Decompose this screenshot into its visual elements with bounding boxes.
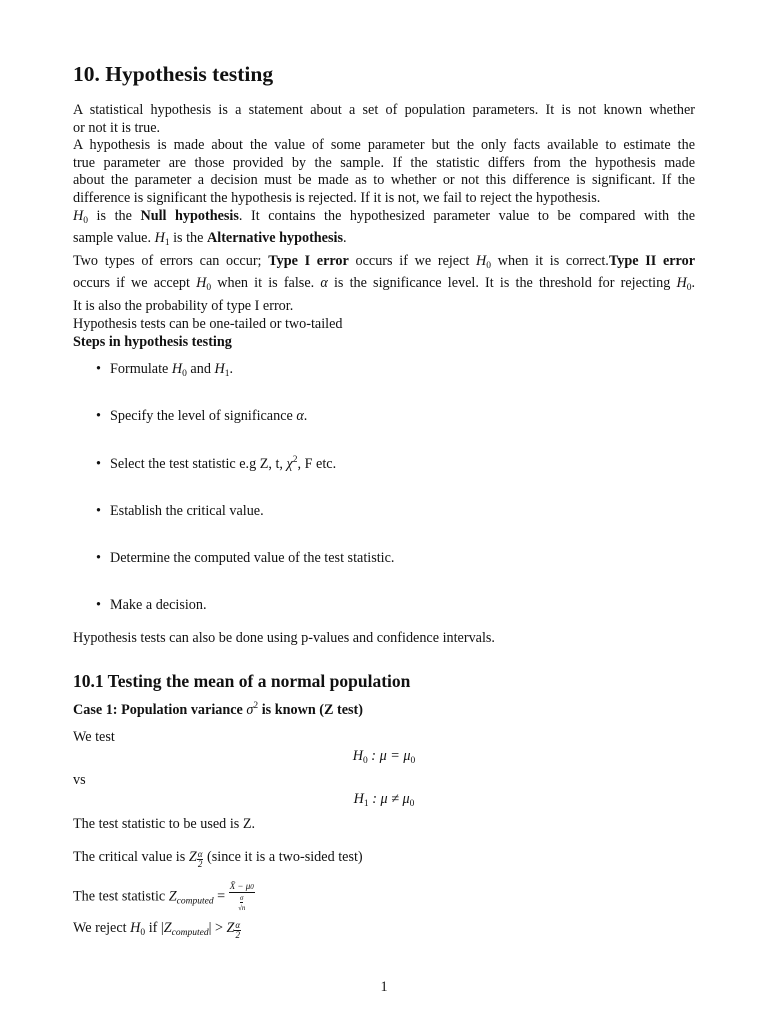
critical-value-text: The critical value is Z $\frac{\alpha}{2}$ (since it is a two-sided test): [73, 849, 363, 869]
case1-heading: Case 1: Population variance $\sigma^2$ is known (Z test): [73, 701, 363, 718]
computed-statistic-formula: The test statistic $Z_{computed}$ = X̄ − μ0 σ √n: [73, 881, 254, 912]
intro-line: A hypothesis is made about the value of some parameter but the only facts available to estimate the: [73, 137, 695, 154]
list-item: • Make a decision.: [96, 597, 207, 613]
list-item: • Select the test statistic e.g Z, t, $\chi^2$, F etc.: [96, 455, 337, 472]
intro-line: difference is significant the hypothesis is rejected. If it is not, we fail to reject the hypothesis.: [73, 189, 601, 206]
list-item: • Establish the critical value.: [96, 503, 264, 519]
we-test-text: We test: [73, 729, 115, 745]
intro-line: or not it is true.: [73, 119, 161, 136]
intro-paragraph: [73, 102, 695, 333]
test-statistic-text: The test statistic to be used is Z.: [73, 816, 256, 832]
steps-heading: Steps in hypothesis testing: [73, 334, 232, 350]
errors-line-2: occurs if we accept $H_0$ when it is false. α is the significance level. It is the threshold for rejecting $H_0$.: [73, 275, 695, 294]
intro-line: about the parameter a decision must be made as to whether or not this difference is significant. If the: [73, 172, 695, 189]
tails-note: Hypothesis tests can be one-tailed or two-tailed: [73, 315, 343, 332]
page-title: 10. Hypothesis testing: [73, 62, 274, 86]
errors-line-3: It is also the probability of type I error.: [73, 297, 294, 314]
alt-hypothesis-line: sample value. $H_1$ is the Alternative hypothesis.: [73, 230, 347, 249]
alt-hypothesis-formula: $H_1$ : $\mu \ne \mu_0$: [353, 791, 415, 809]
intro-line: true parameter are those provided by the sample. If the statistic differs from the hypothesis made: [73, 154, 695, 171]
pvalues-note: Hypothesis tests can also be done using p-values and confidence intervals.: [73, 630, 495, 646]
list-item: • Formulate $H_0$ and $H_1$.: [96, 361, 234, 379]
vs-text: vs: [73, 772, 86, 788]
intro-line: A statistical hypothesis is a statement about a set of population parameters. It is not known whether: [73, 102, 695, 118]
errors-line-1: Two types of errors can occur; Type I error occurs if we reject $H_0$ when it is correct.Type II error: [73, 252, 695, 271]
section-title: 10.1 Testing the mean of a normal population: [73, 671, 411, 691]
null-hypothesis-line: $H_0$ is the Null hypothesis. It contains the hypothesized parameter value to be compared with the: [73, 207, 695, 226]
rejection-rule: We reject $H_0$ if $|Z_{computed}| > Z$ $\frac{\alpha}{2}$: [73, 920, 241, 940]
list-item: • Specify the level of significance α.: [96, 408, 308, 424]
list-item: • Determine the computed value of the test statistic.: [96, 550, 395, 566]
null-hypothesis-formula: $H_0$ : $\mu = \mu_0$: [352, 748, 416, 766]
page-number: 1: [380, 979, 388, 995]
